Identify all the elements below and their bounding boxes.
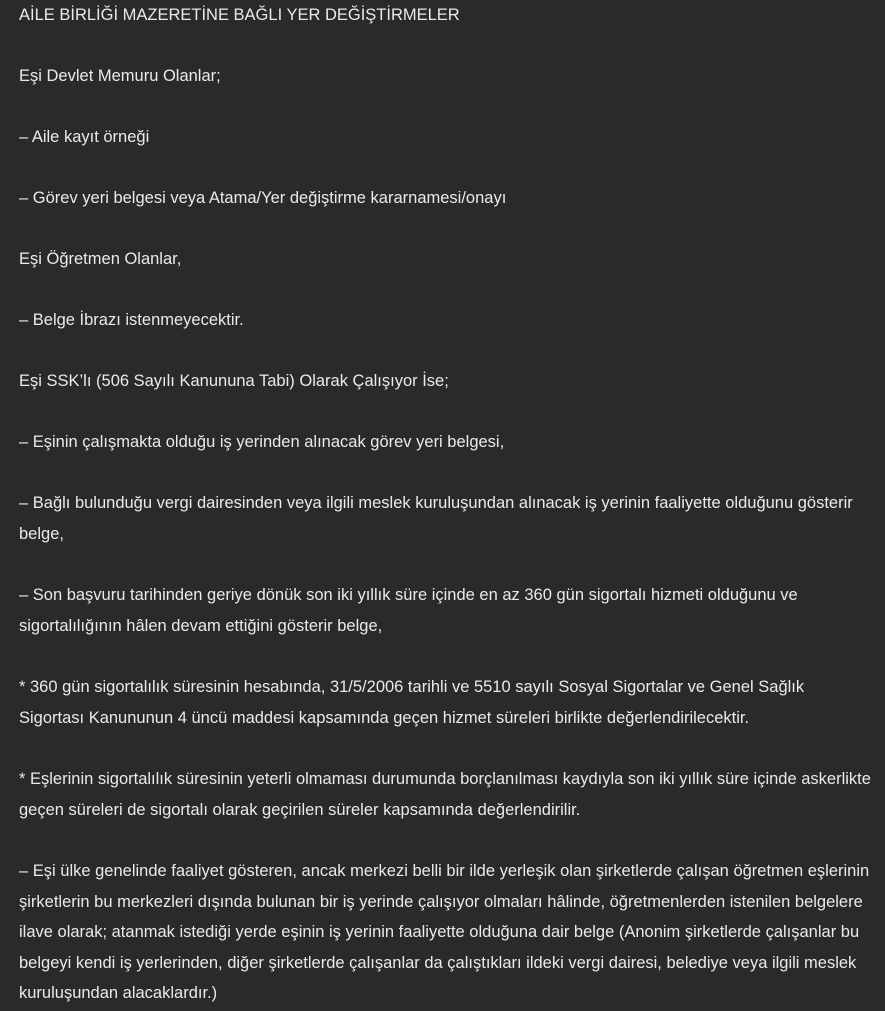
paragraph-military-service-note: * Eşlerinin sigortalılık süresinin yeterli olmaması durumunda borçlanılması kaydıyla son iki yıllık süre içinde askerlikte geçen süreleri de sigortalı olarak geçirilen süreler kapsamında değerlendirilir. bbox=[19, 770, 871, 819]
paragraph-tax-office-document: – Bağlı bulunduğu vergi dairesinden veya ilgili meslek kuruluşundan alınacak iş yerinin faaliyette olduğunu gösterir belge, bbox=[19, 494, 853, 543]
paragraph-family-record: – Aile kayıt örneği bbox=[19, 128, 150, 146]
paragraph-spouse-teacher-heading: Eşi Öğretmen Olanlar, bbox=[19, 250, 182, 268]
paragraph-company-branch-requirement: – Eşi ülke genelinde faaliyet gösteren, ancak merkezi belli bir ilde yerleşik olan şirketlerde çalışan öğretmen eşlerinin şirketlerin bu merkezleri dışında bulunan bir iş yerinde çalışıyor olmaları hâlinde, öğretmenlerden istenilen belgelere ilave olarak; atanmak istediği yerde eşinin iş yerinin faaliyette olduğuna dair belge (Anonim şirketlerde çalışanlar bu belgeyi kendi iş yerlerinden, diğer şirketlerde çalışanlar da çalıştıkları ildeki vergi dairesi, belediye veya ilgili meslek kuruluşundan alacaklardır.) bbox=[19, 862, 870, 1002]
document-title: AİLE BİRLİĞİ MAZERETİNE BAĞLI YER DEĞİŞTİRMELER bbox=[19, 6, 460, 24]
paragraph-duty-place-document: – Görev yeri belgesi veya Atama/Yer değiştirme kararnamesi/onayı bbox=[19, 189, 507, 207]
paragraph-spouse-civil-servant-heading: Eşi Devlet Memuru Olanlar; bbox=[19, 67, 221, 85]
paragraph-spouse-ssk-heading: Eşi SSK’lı (506 Sayılı Kanununa Tabi) Olarak Çalışıyor İse; bbox=[19, 372, 449, 390]
paragraph-insurance-service-document: – Son başvuru tarihinden geriye dönük son iki yıllık süre içinde en az 360 gün sigortalı hizmeti olduğunu ve sigortalılığının hâlen devam ettiğini gösterir belge, bbox=[19, 586, 798, 635]
paragraph-workplace-duty-document: – Eşinin çalışmakta olduğu iş yerinden alınacak görev yeri belgesi, bbox=[19, 433, 505, 451]
paragraph-no-document-required: – Belge İbrazı istenmeyecektir. bbox=[19, 311, 244, 329]
paragraph-insurance-calculation-note: * 360 gün sigortalılık süresinin hesabında, 31/5/2006 tarihli ve 5510 sayılı Sosyal Sigortalar ve Genel Sağlık Sigortası Kanununun 4 üncü maddesi kapsamında geçen hizmet süreleri birlikte değerlendirilecektir. bbox=[19, 678, 805, 727]
